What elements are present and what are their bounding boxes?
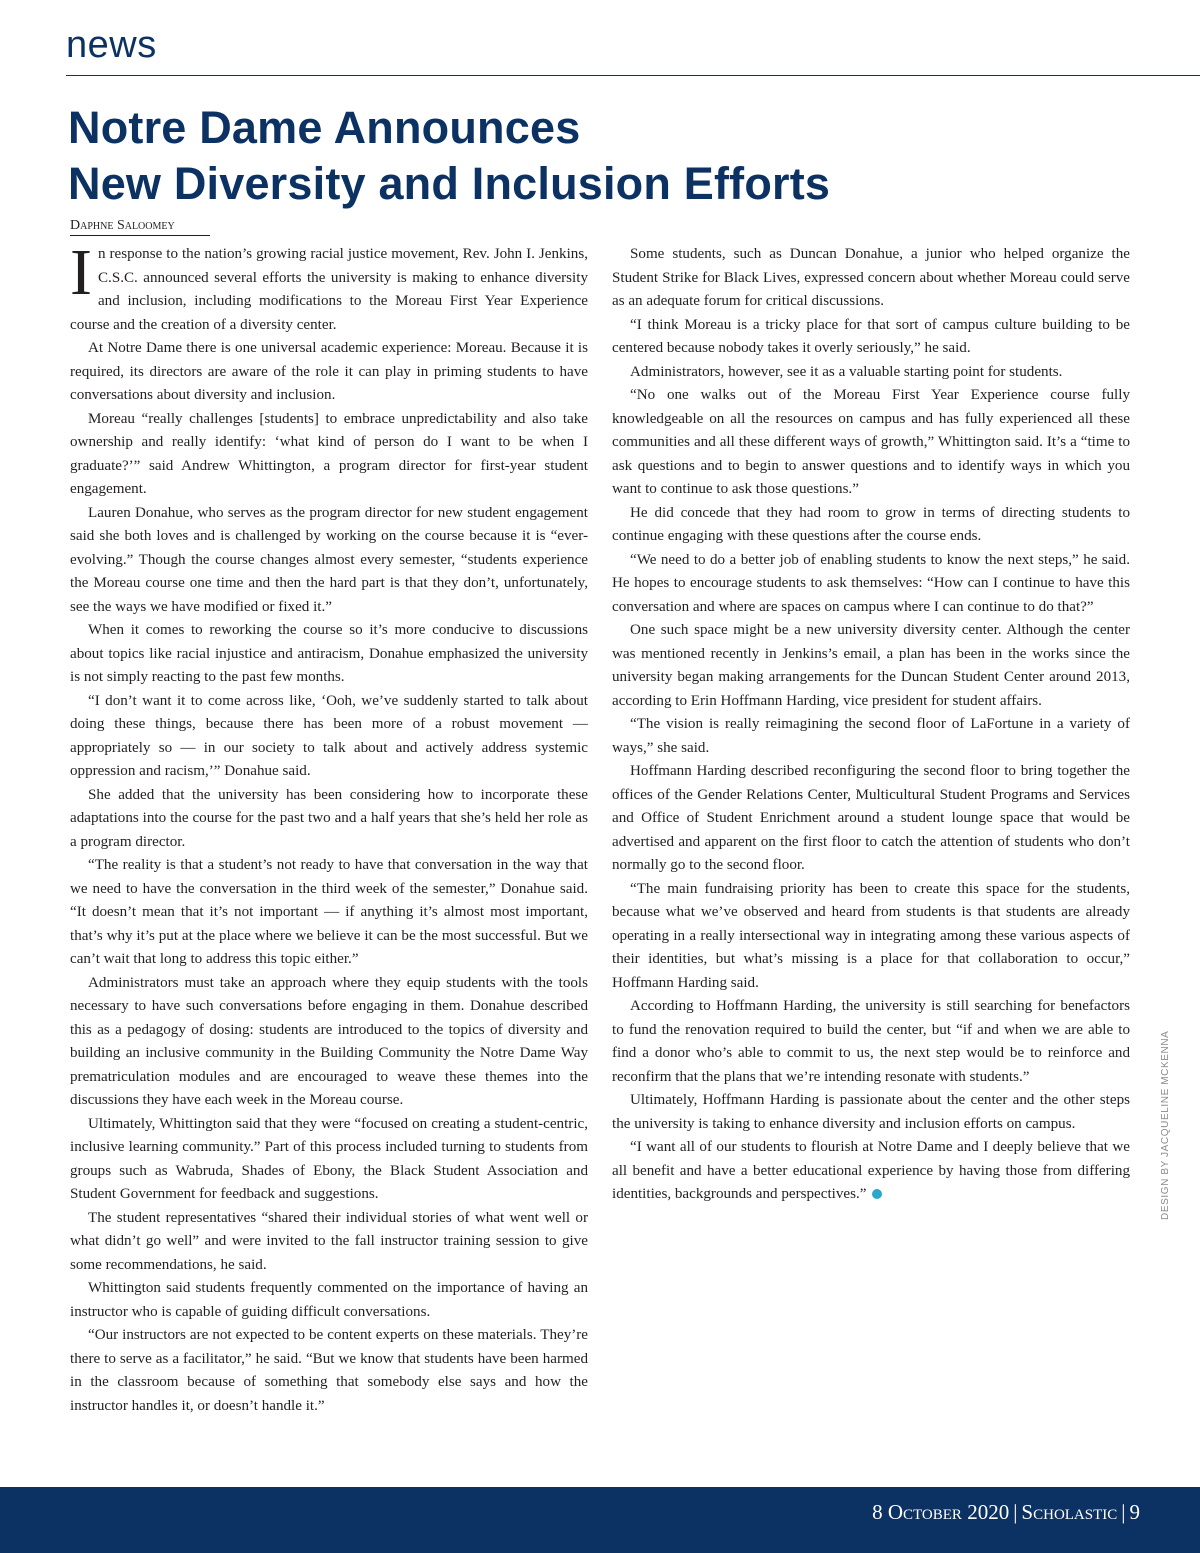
section-label: news xyxy=(66,24,157,66)
headline xyxy=(68,100,1068,212)
article-paragraph: “The reality is that a student’s not ready to have that conversation in the way that we need to have the conversation in the third week of the semester,” Donahue said. “It doesn’t mean that it’s not important — if anything it’s almost most important, that’s why it’s put at the place where we believe it can be the most successful. But we can’t wait that long to address this topic either.” xyxy=(70,857,588,967)
article-column-left xyxy=(70,236,588,1418)
article-paragraph: When it comes to reworking the course so it’s more conducive to discussions about topics like racial injustice and antiracism, Donahue emphasized the university is not simply reacting to the past few months. xyxy=(70,622,588,685)
article-paragraph xyxy=(70,236,588,337)
article-paragraph: Ultimately, Hoffmann Harding is passionate about the center and the other steps the university is taking to enhance diversity and inclusion efforts on campus. xyxy=(612,1092,1130,1132)
folio-separator: | xyxy=(1013,1500,1018,1524)
folio-separator: | xyxy=(1121,1500,1126,1524)
article-paragraph: “Our instructors are not expected to be content experts on these materials. They’re there to serve as a facilitator,” he said. “But we know that students have been harmed in the classroom because of something that somebody else says and how the instructor handles it, or doesn’t handle it.” xyxy=(70,1327,588,1414)
article-paragraph: Whittington said students frequently commented on the importance of having an instructor who is capable of guiding difficult conversations. xyxy=(70,1280,588,1320)
article-paragraph: Lauren Donahue, who serves as the program director for new student engagement said she both loves and is challenged by working on the course because it is “ever-evolving.” Though the course changes almost every semester, “students experience the Moreau course one time and then the hard part is that they don’t, unfortunately, see the ways we have modified or fixed it.” xyxy=(70,504,588,615)
page-number: 9 xyxy=(1129,1500,1140,1524)
folio xyxy=(872,1500,1140,1524)
article-paragraph: According to Hoffmann Harding, the university is still searching for benefactors to fund the renovation required to build the center, but “if and when we are able to find a donor who’s able to commit to us, the next step would be to reinforce and reconfirm that the plans that we’re intending resonate with students.” xyxy=(612,998,1130,1085)
article-paragraph: Administrators, however, see it as a valuable starting point for students. xyxy=(630,363,1063,380)
article-paragraph: “I don’t want it to come across like, ‘Ooh, we’ve suddenly started to talk about doing these things, because there has been more of a robust movement — appropriately so — in our society to talk about and actively address systemic oppression and racism,’” Donahue said. xyxy=(70,692,588,779)
article-paragraph: She added that the university has been considering how to incorporate these adaptations into the course for the past two and a half years that she’s held her role as a program director. xyxy=(70,786,588,850)
paragraph-text: n response to the nation’s growing racial justice movement, Rev. John I. Jenkins, C.S.C. announced several efforts the university is making to enhance diversity and inclusion, including modifications to the Moreau First Year Experience course and the creation of a diversity center. xyxy=(70,246,588,333)
article-paragraph: He did concede that they had room to grow in terms of directing students to continue engaging with these questions after the course ends. xyxy=(612,504,1130,544)
article-column-right xyxy=(612,243,1130,1207)
article-paragraph: The student representatives “shared their individual stories of what went well or what didn’t go well” and were invited to the fall instructor training session to give some recommendations, he said. xyxy=(70,1209,588,1273)
issue-date: 8 October 2020 xyxy=(872,1500,1010,1524)
article-paragraph: Ultimately, Whittington said that they were “focused on creating a student-centric, inclusive learning community.” Part of this process included turning to students from groups such as Wabruda, Shades of Ebony, the Black Student Association and Student Government for feedback and suggestions. xyxy=(70,1115,588,1202)
article-paragraph: Moreau “really challenges [students] to embrace unpredictability and also take ownership and really identify: ‘what kind of person do I want to be when I graduate?’” said Andrew Whittington, a program director for first-year student engagement. xyxy=(70,410,588,497)
publication-name: Scholastic xyxy=(1021,1500,1118,1524)
article-paragraph: “The main fundraising priority has been to create this space for the students, because what we’ve observed and heard from students is that students are already operating in a really intersectional way in integrating among these various aspects of their identities, but what’s missing is a place for that collaboration to occur,” Hoffmann Harding said. xyxy=(612,880,1130,991)
design-credit: DESIGN BY JACQUELINE MCKENNA xyxy=(1160,1030,1171,1220)
drop-cap: I xyxy=(70,236,92,309)
byline: Daphne Saloomey xyxy=(70,219,210,236)
article-paragraph: “No one walks out of the Moreau First Year Experience course fully knowledgeable on all the resources on campus and has fully experienced all these communities and all these different ways of growth,” Whittington said. It’s a “time to ask questions and to begin to answer questions and to identify ways in which you want to continue to ask those questions.” xyxy=(612,387,1130,497)
article-paragraph: At Notre Dame there is one universal academic experience: Moreau. Because it is required, its directors are aware of the role it can play in priming students to have conversations about diversity and inclusion. xyxy=(70,340,588,403)
article-paragraph: “The vision is really reimagining the second floor of LaFortune in a variety of ways,” she said. xyxy=(612,716,1130,756)
article-paragraph: “I think Moreau is a tricky place for that sort of campus culture building to be centered because nobody takes it overly seriously,” he said. xyxy=(612,316,1130,356)
end-mark-icon xyxy=(872,1189,882,1199)
headline-line-2: New Diversity and Inclusion Efforts xyxy=(68,158,831,209)
article-paragraph: Some students, such as Duncan Donahue, a junior who helped organize the Student Strike for Black Lives, expressed concern about whether Moreau could serve as an adequate forum for critical discussions. xyxy=(612,246,1130,309)
article-paragraph: Administrators must take an approach where they equip students with the tools necessary to have such conversations before engaging in them. Donahue described this as a pedagogy of dosing: students are introduced to the topics of diversity and building an inclusive community in the Building Community the Notre Dame Way prematriculation modules and are encouraged to weave these themes into the discussions they have each week in the Moreau course. xyxy=(70,974,588,1108)
article-paragraph xyxy=(612,1136,1130,1207)
article-paragraph: Hoffmann Harding described reconfiguring the second floor to bring together the offices of the Gender Relations Center, Multicultural Student Programs and Services and Office of Student Enrichment around a student lounge space that would be advertised and apparent on the first floor to catch the attention of students who don’t normally go to the second floor. xyxy=(612,763,1130,873)
headline-line-1: Notre Dame Announces xyxy=(68,102,581,153)
top-rule xyxy=(66,75,1200,76)
paragraph-text: “I want all of our students to flourish at Notre Dame and I deeply believe that we all benefit and have a better educational experience by having those from differing identities, backgrounds and perspectives.” xyxy=(612,1139,1130,1202)
article-paragraph: One such space might be a new university diversity center. Although the center was mentioned recently in Jenkins’s email, a plan has been in the works since the university began making arrangements for the Duncan Student Center around 2013, according to Erin Hoffmann Harding, vice president for student affairs. xyxy=(612,622,1130,709)
article-paragraph: “We need to do a better job of enabling students to know the next steps,” he said. He hopes to encourage students to ask themselves: “How can I continue to have this conversation and where are spaces on campus where I can continue to do that?” xyxy=(612,551,1130,615)
